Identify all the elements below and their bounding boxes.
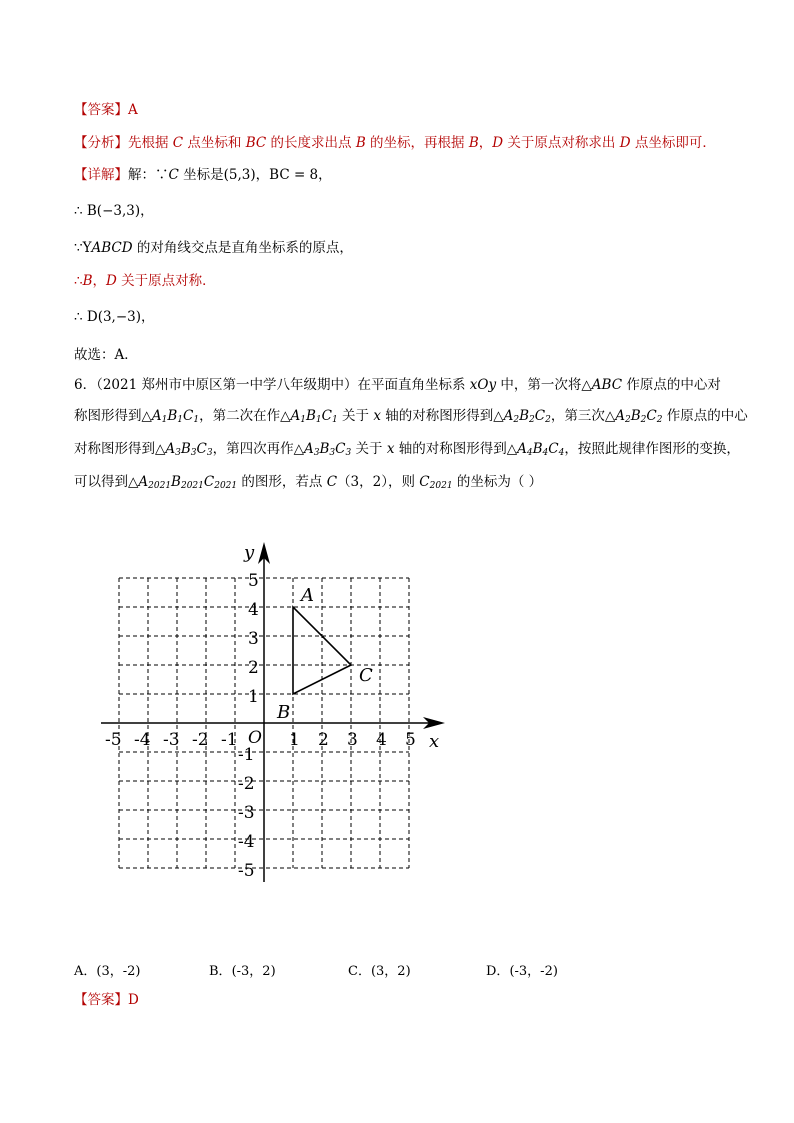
sub: 2 xyxy=(624,415,631,425)
q-text: 在平面直角坐标系 xyxy=(357,377,470,393)
parallelogram-name: ABCD xyxy=(91,240,133,256)
question-number: 6． xyxy=(74,377,97,393)
detail-intro: 解：∵ xyxy=(128,167,169,183)
sub: 3 xyxy=(206,448,213,458)
q-text: ，第二次在作△ xyxy=(199,408,291,424)
sub: 3 xyxy=(345,448,352,458)
q-text: 对称图形得到△ xyxy=(74,441,166,457)
y-tick-label: -3 xyxy=(238,803,255,823)
analysis-var: BC xyxy=(245,135,267,151)
sub: 4 xyxy=(542,448,549,458)
point-label-b: B xyxy=(277,702,291,723)
q-text: 关于 xyxy=(337,408,374,424)
y-tick-label: 2 xyxy=(248,658,259,678)
q-text: ，第四次再作△ xyxy=(212,441,304,457)
detail-tag: 【详解】 xyxy=(74,167,128,183)
point-b: B xyxy=(82,273,93,289)
question-line-1 xyxy=(74,375,721,395)
tri-1: $A_1B_1C_1$ xyxy=(151,408,200,425)
q-text: 轴的对称图形得到△ xyxy=(380,408,504,424)
answer-line xyxy=(74,100,138,120)
answer-tag: 【答案】 xyxy=(74,992,128,1008)
sub: 2021 xyxy=(148,481,172,491)
sub: 3 xyxy=(329,448,336,458)
sub: 2 xyxy=(640,415,647,425)
y-tick-label: -4 xyxy=(238,832,255,852)
separator: ， xyxy=(92,273,107,289)
detail-c-text: 坐标是 xyxy=(178,167,224,183)
x-axis-label: x xyxy=(429,731,440,752)
x-tick-label: 3 xyxy=(347,730,358,750)
x-tick-label: -4 xyxy=(134,730,151,750)
sub: 3 xyxy=(175,448,181,458)
y-tick-label: 4 xyxy=(248,600,259,620)
q-text: 可以得到△ xyxy=(74,474,139,490)
q-text: （3，2），则 xyxy=(337,474,420,490)
origin-label: O xyxy=(248,728,262,748)
sub: 3 xyxy=(190,448,197,458)
x-var: x xyxy=(386,441,395,457)
analysis-line xyxy=(74,133,716,153)
analysis-text: 点坐标即可． xyxy=(630,135,716,151)
answer-value: D xyxy=(128,992,139,1008)
answer-value: A xyxy=(128,102,138,118)
analysis-var: B xyxy=(355,135,366,151)
y-tick-label: -1 xyxy=(238,745,255,765)
option-value: (3，2) xyxy=(370,964,411,979)
sub: 3 xyxy=(313,448,320,458)
sub: 2 xyxy=(529,415,535,425)
analysis-text: 的长度求出点 xyxy=(266,135,356,151)
step-b: ∴ B(−3,3)， xyxy=(74,203,154,219)
sub: 2 xyxy=(545,415,551,425)
detail-c-coord: (5,3) xyxy=(223,167,256,183)
point-c: C xyxy=(326,474,338,490)
option-value: (-3，-2) xyxy=(509,964,558,979)
step-parallelogram xyxy=(74,238,353,258)
q-text: 作原点的中心 xyxy=(662,408,748,424)
analysis-text: 点坐标和 xyxy=(183,135,246,151)
option-letter: C． xyxy=(348,964,371,979)
y-axis-label: y xyxy=(244,542,255,563)
q-text: 的图形，若点 xyxy=(237,474,327,490)
analysis-var: B xyxy=(468,135,479,151)
sub: 1 xyxy=(193,415,200,425)
question-source: （2021 郑州市中原区第一中学八年级期中） xyxy=(96,377,358,393)
analysis-text: 关于原点对称求出 xyxy=(503,135,620,151)
sub: 1 xyxy=(300,415,306,425)
y-tick-label: 3 xyxy=(248,629,259,649)
analysis-text: 先根据 xyxy=(128,135,173,151)
x-tick-label: -3 xyxy=(163,730,180,750)
x-tick-label: -1 xyxy=(221,730,238,750)
option-value: (3，-2) xyxy=(96,964,141,979)
x-tick-label: -2 xyxy=(192,730,209,750)
y-tick-label: 1 xyxy=(248,687,259,707)
point-label-c: C xyxy=(359,665,373,686)
q-text: 中，第一次将△ xyxy=(496,377,592,393)
sub: 4 xyxy=(558,448,565,458)
y-tick-label: -5 xyxy=(238,861,255,881)
tri-2021: $A_{2021}B_{2021}C_{2021}$ xyxy=(138,474,238,491)
step-text: 的对角线交点是直角坐标系的原点， xyxy=(132,240,353,256)
step-text: 关于原点对称． xyxy=(116,273,216,289)
analysis-text: ， xyxy=(478,135,493,151)
q-text: 称图形得到△ xyxy=(74,408,152,424)
tri-3: $A_3B_3C_3$ xyxy=(304,441,352,458)
analysis-text: 的坐标，再根据 xyxy=(365,135,469,151)
tri-2: $A_2B_2C_2$ xyxy=(503,408,551,425)
because-symbol: ∵ xyxy=(74,240,83,256)
question-line-2 xyxy=(74,406,748,426)
tri-2: $A_2B_2C_2$ xyxy=(615,408,663,425)
detail-c: C xyxy=(168,167,179,183)
y-tick-label: -2 xyxy=(238,774,255,794)
therefore-symbol: ∴ xyxy=(74,273,83,289)
sub: 2 xyxy=(656,415,663,425)
x-tick-label: 4 xyxy=(376,730,387,750)
c-2021: $C_{2021}$ xyxy=(419,474,453,491)
option-letter: B． xyxy=(209,964,232,979)
q-xoy: xOy xyxy=(469,377,497,393)
answer2-line xyxy=(74,990,139,1010)
q-abc: ABC xyxy=(591,377,623,393)
analysis-var: D xyxy=(619,135,631,151)
option-b[interactable] xyxy=(209,960,276,979)
analysis-var: C xyxy=(172,135,184,151)
sub: 1 xyxy=(315,415,322,425)
detail-line xyxy=(74,165,332,185)
y-tick-label: 5 xyxy=(248,571,259,591)
x-tick-label: 2 xyxy=(318,730,329,750)
option-letter: D． xyxy=(486,964,510,979)
q-text: 关于 xyxy=(351,441,387,457)
q-text: ，第三次△ xyxy=(550,408,616,424)
tri-3: $A_3B_3C_3$ xyxy=(165,441,213,458)
x-tick-label: 1 xyxy=(289,730,300,750)
coordinate-figure xyxy=(90,530,450,890)
x-tick-label: 5 xyxy=(405,730,416,750)
x-var: x xyxy=(373,408,381,424)
tri-4: $A_4B_4C_4$ xyxy=(517,441,565,458)
q-text: 作原点的中心对 xyxy=(622,377,721,393)
analysis-var: D xyxy=(492,135,504,151)
sub: 2021 xyxy=(180,481,204,491)
q-text: ，按照此规律作图形的变换， xyxy=(564,441,740,457)
option-c[interactable] xyxy=(348,960,411,979)
option-d[interactable] xyxy=(486,960,558,979)
option-letter: A． xyxy=(74,964,97,979)
sub: 1 xyxy=(161,415,168,425)
choose-line: 故选：A． xyxy=(74,347,138,363)
sub: 2021 xyxy=(214,481,238,491)
x-tick-label: -5 xyxy=(105,730,122,750)
question-line-4 xyxy=(74,472,542,492)
tri-1: $A_1B_1C_1$ xyxy=(290,408,338,425)
sub: 1 xyxy=(331,415,338,425)
sub: 1 xyxy=(177,415,184,425)
q-text: 的坐标为（ ） xyxy=(452,474,543,490)
point-d: D xyxy=(106,273,117,289)
answer-tag: 【答案】 xyxy=(74,102,128,118)
parallelogram-symbol: Y xyxy=(82,240,92,256)
point-label-a: A xyxy=(301,585,314,606)
q-text: 轴的对称图形得到△ xyxy=(394,441,518,457)
question-line-3 xyxy=(74,439,740,459)
analysis-tag: 【分析】 xyxy=(74,135,128,151)
option-a[interactable] xyxy=(74,960,140,979)
sub: 2021 xyxy=(429,481,453,491)
step-sym xyxy=(74,271,216,291)
detail-bc: ，BC = 8， xyxy=(255,167,332,183)
option-value: (-3，2) xyxy=(231,964,276,979)
sub: 2 xyxy=(513,415,520,425)
step-d: ∴ D(3,−3)， xyxy=(74,309,155,325)
sub: 4 xyxy=(526,448,533,458)
